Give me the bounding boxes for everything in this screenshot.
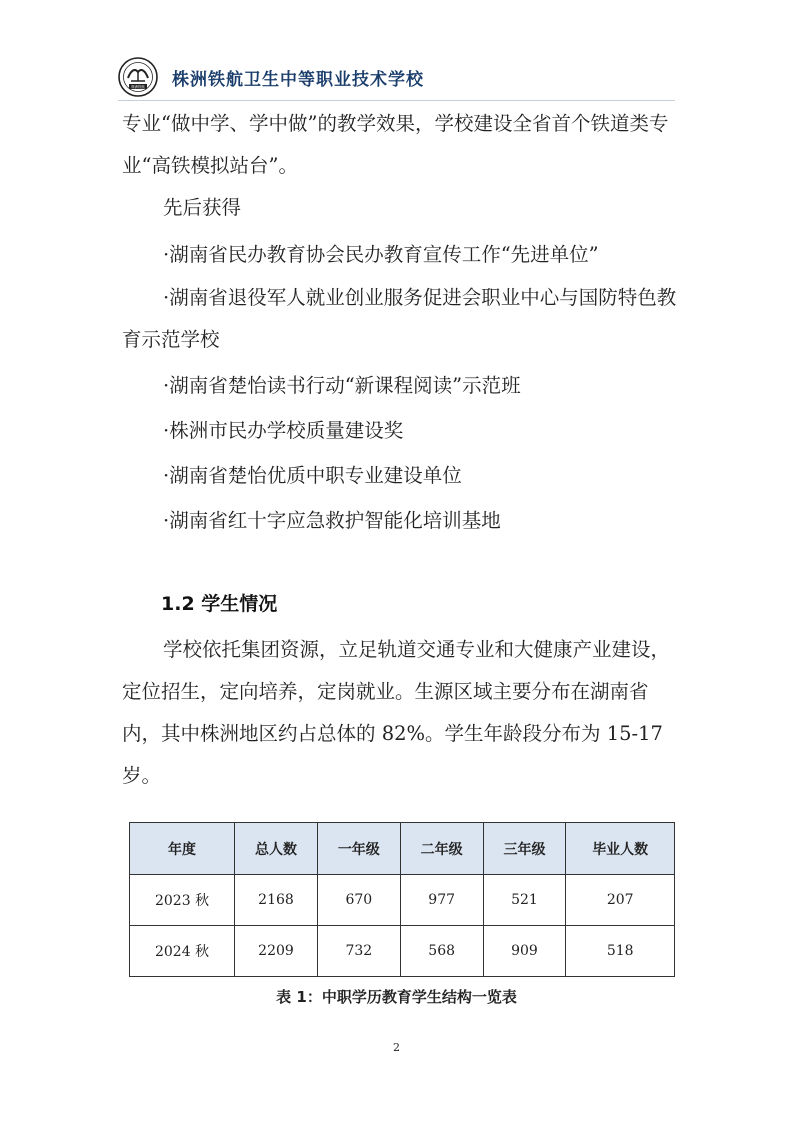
table-cell: 2209 <box>235 926 318 977</box>
table-cell: 909 <box>483 926 566 977</box>
table-cell: 732 <box>317 926 400 977</box>
column-header: 年度 <box>130 823 235 875</box>
table-cell: 670 <box>317 875 400 926</box>
table-cell: 568 <box>400 926 483 977</box>
table-row <box>130 875 675 926</box>
student-structure-table <box>129 822 675 977</box>
table-row <box>130 926 675 977</box>
list-item: ·湖南省楚怡优质中职专业建设单位 <box>163 464 462 487</box>
list-item: ·湖南省退役军人就业创业服务促进会职业中心与国防特色教育示范学校 <box>122 286 677 351</box>
table-cell: 2023 秋 <box>130 875 235 926</box>
awards-intro: 先后获得 <box>163 196 242 219</box>
list-item: ·株洲市民办学校质量建设奖 <box>163 419 404 442</box>
table-header-row <box>130 823 675 875</box>
table-cell: 521 <box>483 875 566 926</box>
intro-paragraph: 专业“做中学、学中做”的教学效果，学校建设全省首个铁道类专业“高铁模拟站台”。 <box>122 112 669 177</box>
column-header: 毕业人数 <box>566 823 675 875</box>
awards-list <box>122 232 682 543</box>
column-header: 三年级 <box>483 823 566 875</box>
school-name: 株洲铁航卫生中等职业技术学校 <box>172 69 424 90</box>
student-paragraph: 学校依托集团资源，立足轨道交通专业和大健康产业建设，定位招生，定向培养，定岗就业。生源区域主要分布在湖南省内，其中株洲地区约占总体的 82%。学生年龄段分布为 15-17 岁。 <box>122 638 671 787</box>
school-logo-icon <box>118 57 158 97</box>
table-cell: 977 <box>400 875 483 926</box>
list-item: ·湖南省红十字应急救护智能化培训基地 <box>163 509 501 532</box>
table-cell: 518 <box>566 926 675 977</box>
table-cell: 207 <box>566 875 675 926</box>
section-title: 1.2 学生情况 <box>161 593 278 615</box>
list-item: ·湖南省民办教育协会民办教育宣传工作“先进单位” <box>163 243 599 266</box>
table-cell: 2168 <box>235 875 318 926</box>
table-caption: 表 1：中职学历教育学生结构一览表 <box>276 988 517 1006</box>
page-header <box>118 56 424 98</box>
column-header: 总人数 <box>235 823 318 875</box>
column-header: 二年级 <box>400 823 483 875</box>
table-cell: 2024 秋 <box>130 926 235 977</box>
column-header: 一年级 <box>317 823 400 875</box>
list-item: ·湖南省楚怡读书行动“新课程阅读”示范班 <box>163 374 521 397</box>
logo-text: 株洲铁航 <box>131 85 145 89</box>
header-divider <box>118 100 675 101</box>
page-number: 2 <box>393 1041 400 1054</box>
